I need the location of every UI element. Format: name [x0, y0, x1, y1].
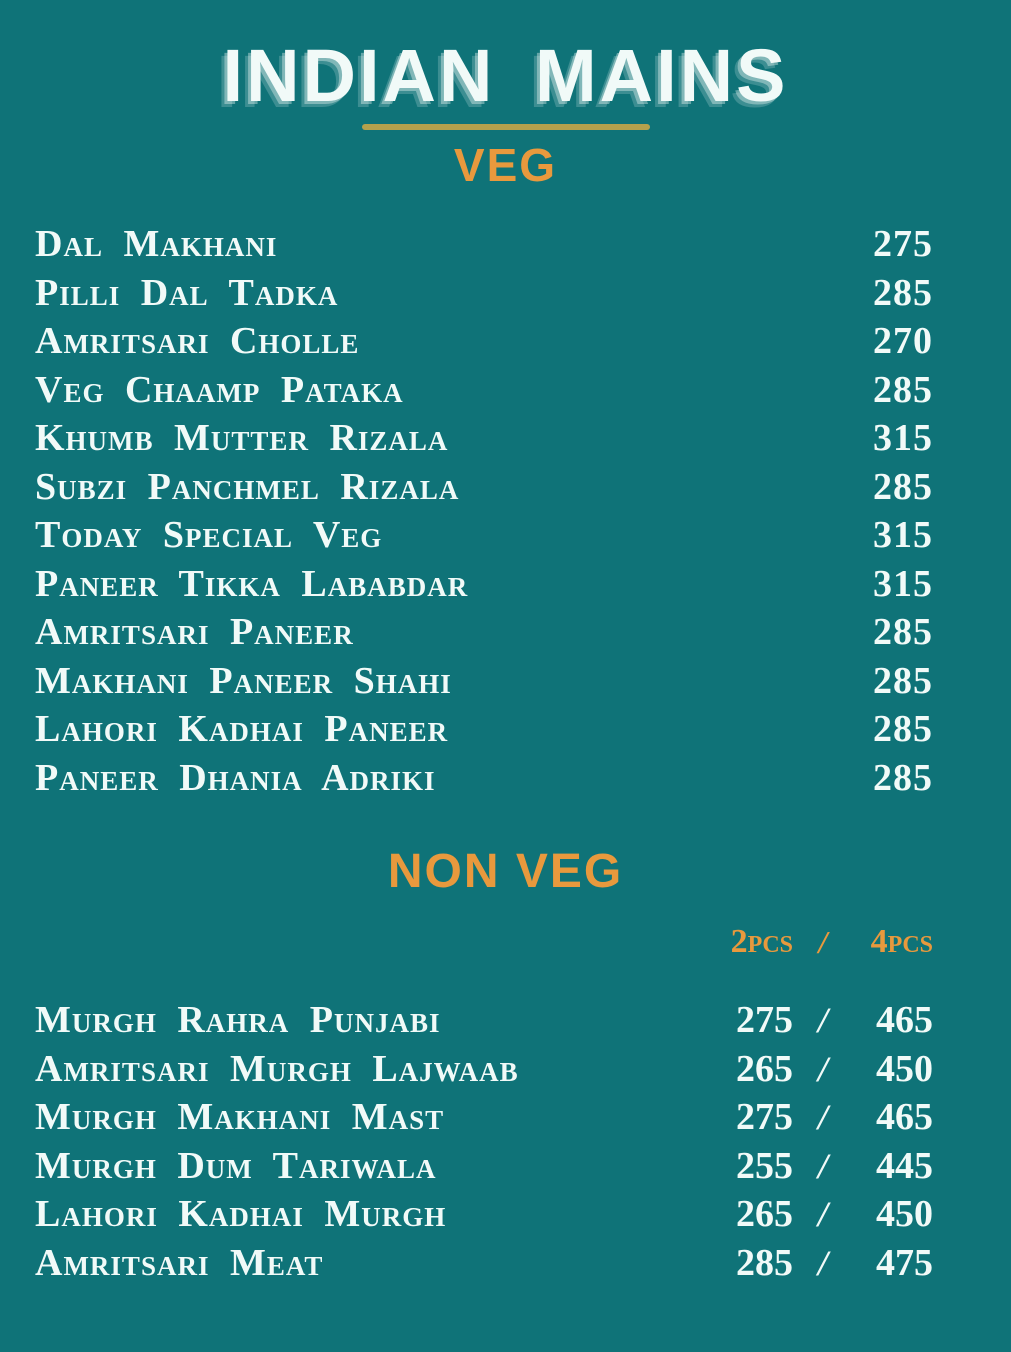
price-separator-slash: / [817, 1000, 828, 1041]
item-name: Makhani Paneer Shahi [35, 659, 452, 702]
item-price: 275 [873, 223, 933, 266]
menu-item-row [35, 996, 933, 1045]
item-name: Amritsari Murgh Lajwaab [35, 1047, 519, 1090]
item-price-2pcs: 285 [736, 1241, 793, 1284]
item-prices-group [703, 1095, 933, 1139]
item-price-4pcs: 450 [876, 1047, 933, 1090]
item-price: 285 [873, 659, 933, 702]
item-price: 285 [873, 611, 933, 654]
item-name: Lahori Kadhai Paneer [35, 708, 449, 751]
item-prices-group [703, 1144, 933, 1188]
item-price: 270 [873, 320, 933, 363]
menu-item-row [35, 463, 933, 512]
item-name: Murgh Rahra Punjabi [35, 999, 441, 1042]
menu-item-row [35, 366, 933, 415]
item-name: Today Special Veg [35, 514, 383, 557]
menu-item-row [35, 754, 933, 803]
menu-item-row [35, 1045, 933, 1094]
menu-item-row [35, 1190, 933, 1239]
price-separator-slash: / [817, 1194, 828, 1235]
item-price-4pcs: 450 [876, 1193, 933, 1236]
item-price-4pcs: 475 [876, 1241, 933, 1284]
item-price-4pcs: 465 [876, 1096, 933, 1139]
portions-separator-slash: / [818, 924, 828, 960]
item-price: 315 [873, 514, 933, 557]
section-heading-nonveg: NON VEG [387, 845, 624, 898]
item-price: 285 [873, 465, 933, 508]
menu-item-row [35, 705, 933, 754]
menu-item-row [35, 511, 933, 560]
nonveg-items-list [0, 996, 1011, 1287]
item-price: 285 [873, 271, 933, 314]
item-price: 315 [873, 562, 933, 605]
portions-4pcs-label: 4pcs [870, 923, 933, 960]
item-prices-group [703, 998, 933, 1042]
item-prices-group [703, 1192, 933, 1236]
item-name: Subzi Panchmel Rizala [35, 465, 460, 508]
item-name: Amritsari Cholle [35, 320, 360, 363]
item-price: 285 [873, 756, 933, 799]
item-name: Amritsari Meat [35, 1241, 324, 1284]
item-name: Murgh Dum Tariwala [35, 1144, 437, 1187]
item-name: Amritsari Paneer [35, 611, 354, 654]
portions-header [0, 924, 1011, 960]
price-separator-slash: / [817, 1145, 828, 1186]
item-name: Paneer Tikka Lababdar [35, 562, 469, 605]
item-name: Murgh Makhani Mast [35, 1096, 445, 1139]
title-underline [362, 124, 650, 130]
item-price-2pcs: 275 [736, 999, 793, 1042]
item-price-2pcs: 265 [736, 1047, 793, 1090]
menu-item-row [35, 317, 933, 366]
item-name: Veg Chaamp Pataka [35, 368, 404, 411]
item-prices-group [703, 1047, 933, 1091]
menu-item-row [35, 657, 933, 706]
item-name: Khumb Mutter Rizala [35, 417, 449, 460]
item-price-4pcs: 445 [876, 1144, 933, 1187]
item-name: Pilli Dal Tadka [35, 271, 339, 314]
menu-item-row [35, 414, 933, 463]
price-separator-slash: / [817, 1242, 828, 1283]
menu-item-row [35, 560, 933, 609]
menu-item-row [35, 220, 933, 269]
menu-item-row [35, 1239, 933, 1288]
item-price-4pcs: 465 [876, 999, 933, 1042]
menu-item-row [35, 608, 933, 657]
section-heading-veg: VEG [453, 139, 558, 191]
item-price-2pcs: 275 [736, 1096, 793, 1139]
item-prices-group [703, 1241, 933, 1285]
item-price-2pcs: 265 [736, 1193, 793, 1236]
item-price: 315 [873, 417, 933, 460]
item-price-2pcs: 255 [736, 1144, 793, 1187]
page-title: INDIAN MAINS [222, 34, 789, 117]
item-name: Dal Makhani [35, 223, 278, 266]
price-separator-slash: / [817, 1097, 828, 1138]
veg-items-list [0, 220, 1011, 802]
item-name: Lahori Kadhai Murgh [35, 1193, 447, 1236]
portions-2pcs-label: 2pcs [730, 923, 793, 960]
menu-item-row [35, 269, 933, 318]
menu-item-row [35, 1093, 933, 1142]
menu-item-row [35, 1142, 933, 1191]
item-price: 285 [873, 368, 933, 411]
item-price: 285 [873, 708, 933, 751]
item-name: Paneer Dhania Adriki [35, 756, 436, 799]
price-separator-slash: / [817, 1048, 828, 1089]
